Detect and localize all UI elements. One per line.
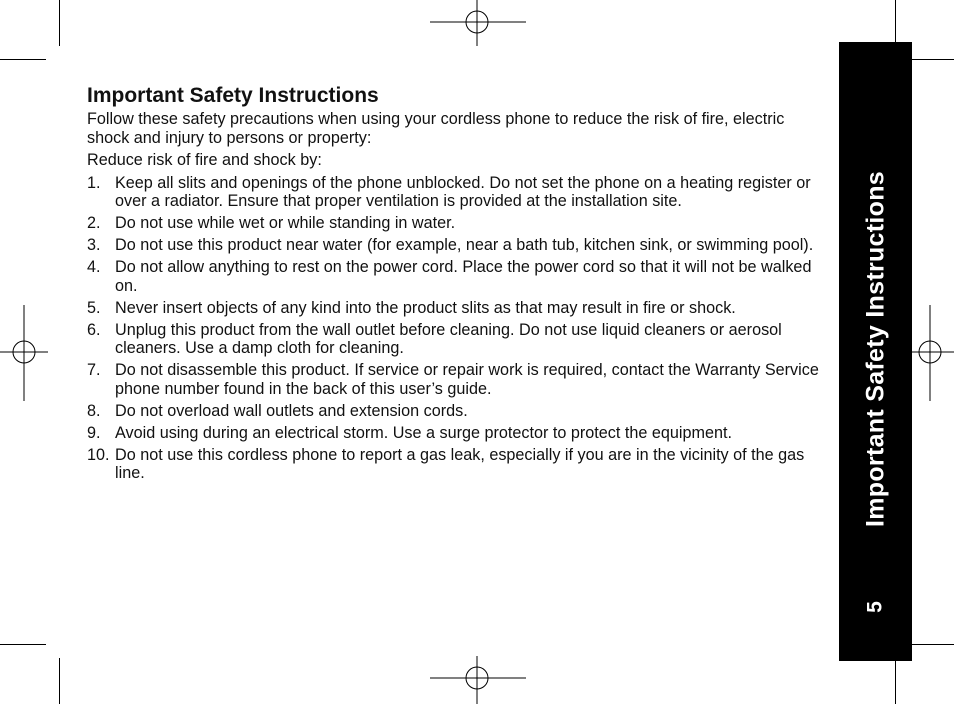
list-item (87, 236, 829, 255)
item-text: Do not allow anything to rest on the power cord. Place the power cord so that it will not be walked on. (115, 258, 812, 295)
list-item (87, 321, 829, 358)
section-sidebar-tab (839, 42, 912, 661)
item-text: Keep all slits and openings of the phone unblocked. Do not set the phone on a heating register or over a radiator. Ensure that proper ventilation is provided at the installation site. (115, 173, 811, 210)
safety-list (87, 174, 829, 483)
page-number: 5 (863, 601, 887, 613)
registration-mark-right (906, 305, 954, 401)
item-number: 3. (87, 236, 101, 254)
registration-mark-left (0, 305, 48, 401)
registration-mark-top (430, 0, 526, 46)
item-text: Never insert objects of any kind into the product slits as that may result in fire or shock. (115, 298, 736, 317)
list-item (87, 424, 829, 443)
list-item (87, 361, 829, 398)
item-text: Do not use while wet or while standing in water. (115, 214, 456, 232)
list-item (87, 258, 829, 295)
item-number: 6. (87, 320, 101, 339)
crop-mark (910, 644, 954, 645)
intro-paragraph: Follow these safety precautions when using your cordless phone to reduce the risk of fire, electric shock and injury to persons or property: (87, 110, 785, 147)
item-number: 10. (87, 445, 110, 464)
list-item (87, 402, 829, 421)
list-item (87, 299, 829, 318)
subheading: Reduce risk of fire and shock by: (87, 151, 322, 169)
crop-mark (0, 59, 46, 60)
item-number: 2. (87, 214, 101, 232)
item-text: Do not overload wall outlets and extension cords. (115, 401, 468, 420)
item-number: 4. (87, 258, 101, 276)
page-title: Important Safety Instructions (87, 84, 379, 107)
item-text: Do not disassemble this product. If service or repair work is required, contact the Warranty Service phone number found in the back of this user’s guide. (115, 361, 819, 398)
crop-mark (59, 658, 60, 704)
item-number: 7. (87, 361, 101, 379)
item-text: Do not use this cordless phone to report a gas leak, especially if you are in the vicinity of the gas line. (115, 445, 805, 482)
crop-mark (895, 658, 896, 704)
registration-mark-bottom (430, 656, 526, 704)
item-number: 1. (87, 173, 101, 192)
crop-mark (0, 644, 46, 645)
list-item (87, 214, 829, 233)
item-number: 5. (87, 298, 101, 317)
item-text: Do not use this product near water (for example, near a bath tub, kitchen sink, or swimming pool). (115, 236, 814, 254)
crop-mark (895, 0, 896, 46)
list-item (87, 174, 829, 211)
item-text: Avoid using during an electrical storm. Use a surge protector to protect the equipment. (115, 423, 732, 442)
item-text: Unplug this product from the wall outlet before cleaning. Do not use liquid cleaners or aerosol cleaners. Use a damp cloth for cleaning. (115, 320, 782, 357)
list-item (87, 446, 829, 483)
main-content (87, 84, 829, 486)
sidebar-title: Important Safety Instructions (861, 171, 889, 527)
item-number: 8. (87, 401, 101, 420)
item-number: 9. (87, 423, 101, 442)
crop-mark (59, 0, 60, 46)
crop-mark (910, 59, 954, 60)
